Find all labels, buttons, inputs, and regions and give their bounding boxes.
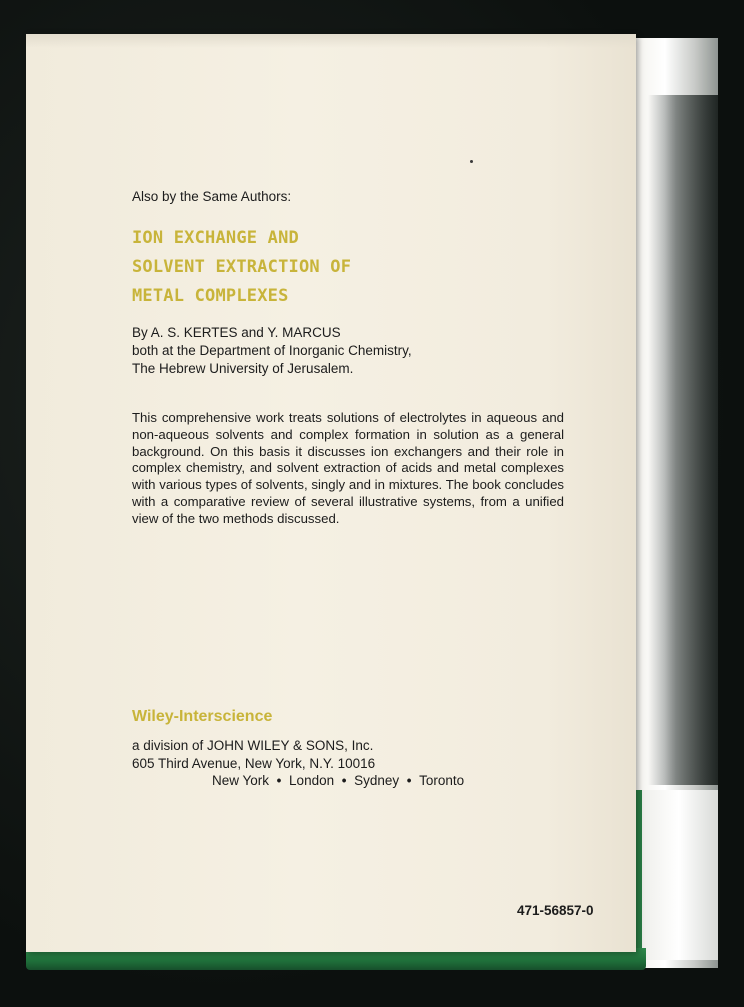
back-cover xyxy=(26,34,636,952)
publisher-cities xyxy=(212,773,464,788)
city-sydney: Sydney xyxy=(354,773,400,788)
book-edge-highlight xyxy=(640,790,718,960)
city-separator: • xyxy=(276,773,282,788)
paper-speck xyxy=(470,160,473,163)
city-toronto: Toronto xyxy=(419,773,465,788)
also-by-heading: Also by the Same Authors: xyxy=(132,189,292,204)
city-new-york: New York xyxy=(212,773,270,788)
book-title xyxy=(132,224,351,311)
affiliation-line: The Hebrew University of Jerusalem. xyxy=(132,361,354,376)
publisher-info xyxy=(132,737,375,773)
city-separator: • xyxy=(406,773,412,788)
authors-block xyxy=(132,324,412,378)
city-separator: • xyxy=(341,773,347,788)
authors-line: By A. S. KERTES and Y. MARCUS xyxy=(132,325,341,340)
cover-wear xyxy=(26,34,636,48)
book-title-line: METAL COMPLEXES xyxy=(132,286,289,306)
publisher-address: 605 Third Avenue, New York, N.Y. 10016 xyxy=(132,756,376,771)
city-london: London xyxy=(289,773,335,788)
book-title-line: SOLVENT EXTRACTION OF xyxy=(132,257,352,277)
book-edge-shadow xyxy=(648,95,718,785)
book-title-line: ION EXCHANGE AND xyxy=(132,228,299,248)
book-description: This comprehensive work treats solutions of electrolytes in aqueous and non-aqueous solvents and complex formation in solution as a general background. On this basis it discusses ion exchangers and their role in complex chemistry, and solvent extraction of acids and metal complexes with various types of solvents, singly and in mixtures. The book concludes with a comparative review of several illustrative systems, from a unified view of the two methods discussed. xyxy=(132,410,564,526)
publisher-name: Wiley-Interscience xyxy=(132,708,273,725)
publisher-division: a division of JOHN WILEY & SONS, Inc. xyxy=(132,738,374,753)
affiliation-line: both at the Department of Inorganic Chemistry, xyxy=(132,343,412,358)
isbn-number: 471-56857-0 xyxy=(517,903,594,918)
